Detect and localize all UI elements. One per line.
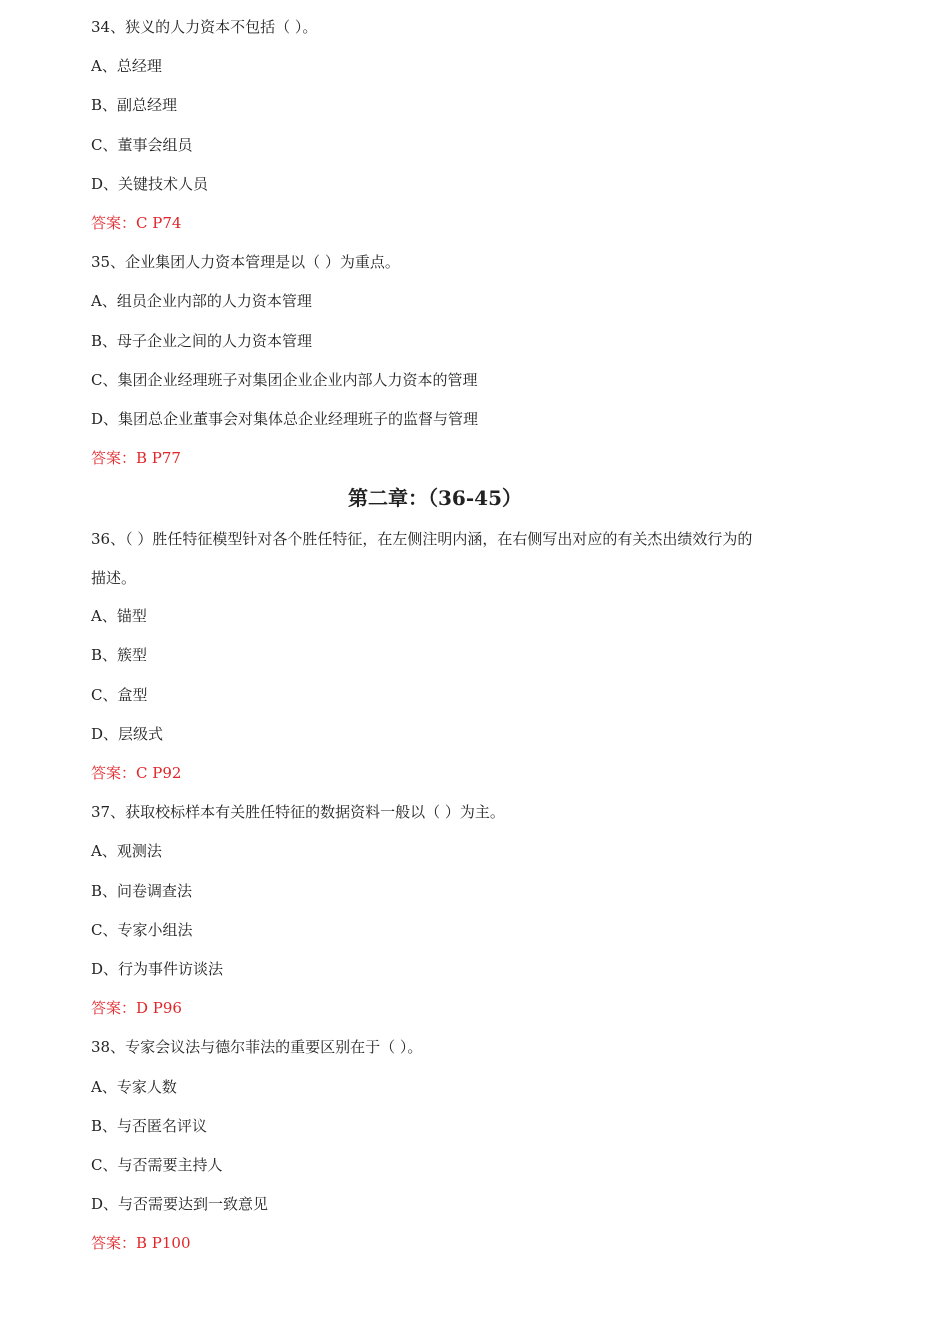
question-35: 35、企业集团人力资本管理是以（ ）为重点。 [91, 253, 400, 272]
q35-option-a: A、组员企业内部的人力资本管理 [91, 292, 312, 311]
q38-option-b: B、与否匿名评议 [91, 1116, 208, 1135]
question-37: 37、获取校标样本有关胜任特征的数据资料一般以（ ）为主。 [91, 803, 505, 822]
q36-option-a: A、锚型 [91, 607, 147, 626]
q37-option-a: A、观测法 [91, 842, 162, 861]
q36-option-c: C、盒型 [91, 685, 148, 704]
question-34: 34、狭义的人力资本不包括（ ）。 [91, 18, 318, 36]
document-content [91, 8, 871, 1263]
q34-option-b: B、副总经理 [91, 96, 178, 115]
chapter-heading: 第二章：（36-45） [348, 486, 522, 511]
question-36-line-1: 36、（ ）胜任特征模型针对各个胜任特征，在左侧注明内涵，在右侧写出对应的有关杰出绩效行为的 [91, 530, 753, 549]
q36-option-b: B、簇型 [91, 646, 148, 665]
q36-answer: 答案：C P92 [91, 764, 182, 782]
q34-option-a: A、总经理 [91, 57, 162, 76]
q35-option-b: B、母子企业之间的人力资本管理 [91, 331, 313, 350]
q37-answer: 答案：D P96 [91, 999, 182, 1018]
q35-answer: 答案：B P77 [91, 449, 181, 468]
q35-option-c: C、集团企业经理班子对集团企业企业内部人力资本的管理 [91, 370, 478, 389]
q37-option-c: C、专家小组法 [91, 920, 193, 939]
q37-option-d: D、行为事件访谈法 [91, 959, 224, 978]
q38-answer: 答案：B P100 [91, 1234, 191, 1253]
q35-option-d: D、集团总企业董事会对集体总企业经理班子的监督与管理 [91, 409, 479, 428]
q34-answer: 答案：C P74 [91, 213, 182, 232]
q34-option-c: C、董事会组员 [91, 135, 193, 154]
q37-option-b: B、问卷调查法 [91, 881, 193, 900]
question-38: 38、专家会议法与德尔菲法的重要区别在于（ ）。 [91, 1038, 423, 1057]
q34-option-d: D、关键技术人员 [91, 174, 209, 193]
question-36-line-2: 描述。 [91, 568, 137, 587]
q38-option-d: D、与否需要达到一致意见 [91, 1195, 269, 1214]
q36-option-d: D、层级式 [91, 724, 164, 743]
q38-option-a: A、专家人数 [91, 1077, 177, 1096]
q38-option-c: C、与否需要主持人 [91, 1155, 223, 1174]
